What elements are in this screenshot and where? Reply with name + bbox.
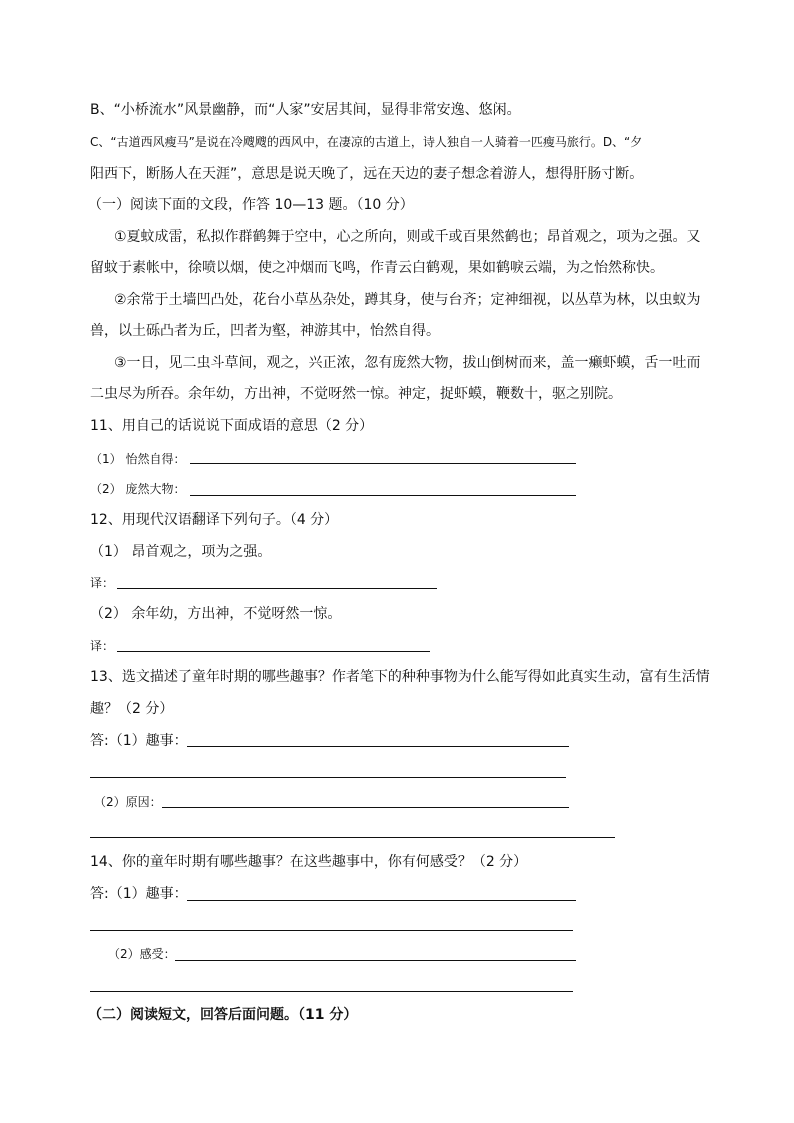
passage-para3-line1: ③一日，见二虫斗草间，观之，兴正浓，忽有庞然大物，拔山倒树而来，盖一癞虾蟆，舌一吐而	[114, 355, 701, 371]
question-11-stem: 11、用自己的话说说下面成语的意思（2 分）	[90, 418, 374, 434]
question-11-item2-label: （2） 庞然大物：	[90, 482, 186, 496]
option-c-line1: C、“古道西风瘦马”是说在冷飕飕的西风中，在凄凉的古道上，诗人独自一人骑着一匹瘦马旅行。D、“夕	[90, 135, 643, 149]
question-14-answer2-label: （2）感受：	[108, 947, 176, 961]
answer-line[interactable]	[117, 588, 437, 589]
passage-para2-line2: 兽，以土砾凸者为丘，凹者为壑，神游其中，怡然自得。	[90, 323, 440, 339]
question-13-answer1-label: 答:（1）趣事：	[90, 733, 188, 749]
answer-line[interactable]	[187, 900, 576, 901]
option-b: B、“小桥流水”风景幽静，而“人家”安居其间，显得非常安逸、悠闲。	[90, 102, 521, 118]
question-13-answer2-label: （2）原因：	[94, 795, 162, 809]
translation-prefix: 译：	[90, 576, 115, 590]
passage-para3-line2: 二虫尽为所吞。余年幼，方出神，不觉呀然一惊。神定，捉虾蟆，鞭数十，驱之别院。	[90, 386, 622, 402]
passage-para2-line1: ②余常于土墙凹凸处，花台小草丛杂处，蹲其身，使与台齐；定神细视，以丛草为林，以虫蚁为	[114, 292, 701, 308]
question-12-item2: （2） 余年幼，方出神，不觉呀然一惊。	[90, 606, 342, 622]
translation-prefix: 译：	[90, 639, 115, 653]
answer-line[interactable]	[175, 960, 576, 961]
section2-heading: （二）阅读短文，回答后面问题。（11 分）	[88, 1007, 358, 1023]
question-11-item1-label: （1） 怡然自得：	[90, 452, 186, 466]
question-12-stem: 12、用现代汉语翻译下列句子。（4 分）	[90, 512, 339, 528]
answer-line[interactable]	[190, 463, 576, 464]
question-13-stem-line1: 13、选文描述了童年时期的哪些趣事？作者笔下的种种事物为什么能写得如此真实生动，富有生活情	[90, 669, 710, 685]
answer-line[interactable]	[117, 651, 430, 652]
answer-line[interactable]	[90, 930, 573, 931]
section1-heading: （一）阅读下面的文段，作答 10—13 题。（10 分）	[88, 197, 414, 213]
answer-line[interactable]	[90, 991, 573, 992]
answer-line[interactable]	[162, 807, 569, 808]
question-14-answer1-label: 答:（1）趣事：	[90, 886, 188, 902]
question-13-stem-line2: 趣？（2 分）	[90, 701, 174, 717]
question-14-stem: 14、你的童年时期有哪些趣事？在这些趣事中，你有何感受？（2 分）	[90, 854, 528, 870]
passage-para1-line1: ①夏蚊成雷，私拟作群鹤舞于空中，心之所向，则或千或百果然鹤也；昂首观之，项为之强。又	[114, 229, 701, 245]
question-12-item1: （1） 昂首观之，项为之强。	[90, 544, 272, 560]
answer-line[interactable]	[187, 746, 569, 747]
option-c-line2: 阳西下，断肠人在天涯”，意思是说天晚了，远在天边的妻子想念着游人，想得肝肠寸断。	[90, 166, 644, 182]
passage-para1-line2: 留蚊于素帐中，徐喷以烟，使之冲烟而飞鸣，作青云白鹤观，果如鹤唳云端，为之怡然称快。	[90, 260, 664, 276]
answer-line[interactable]	[190, 495, 576, 496]
answer-line[interactable]	[90, 837, 615, 838]
answer-line[interactable]	[90, 777, 566, 778]
